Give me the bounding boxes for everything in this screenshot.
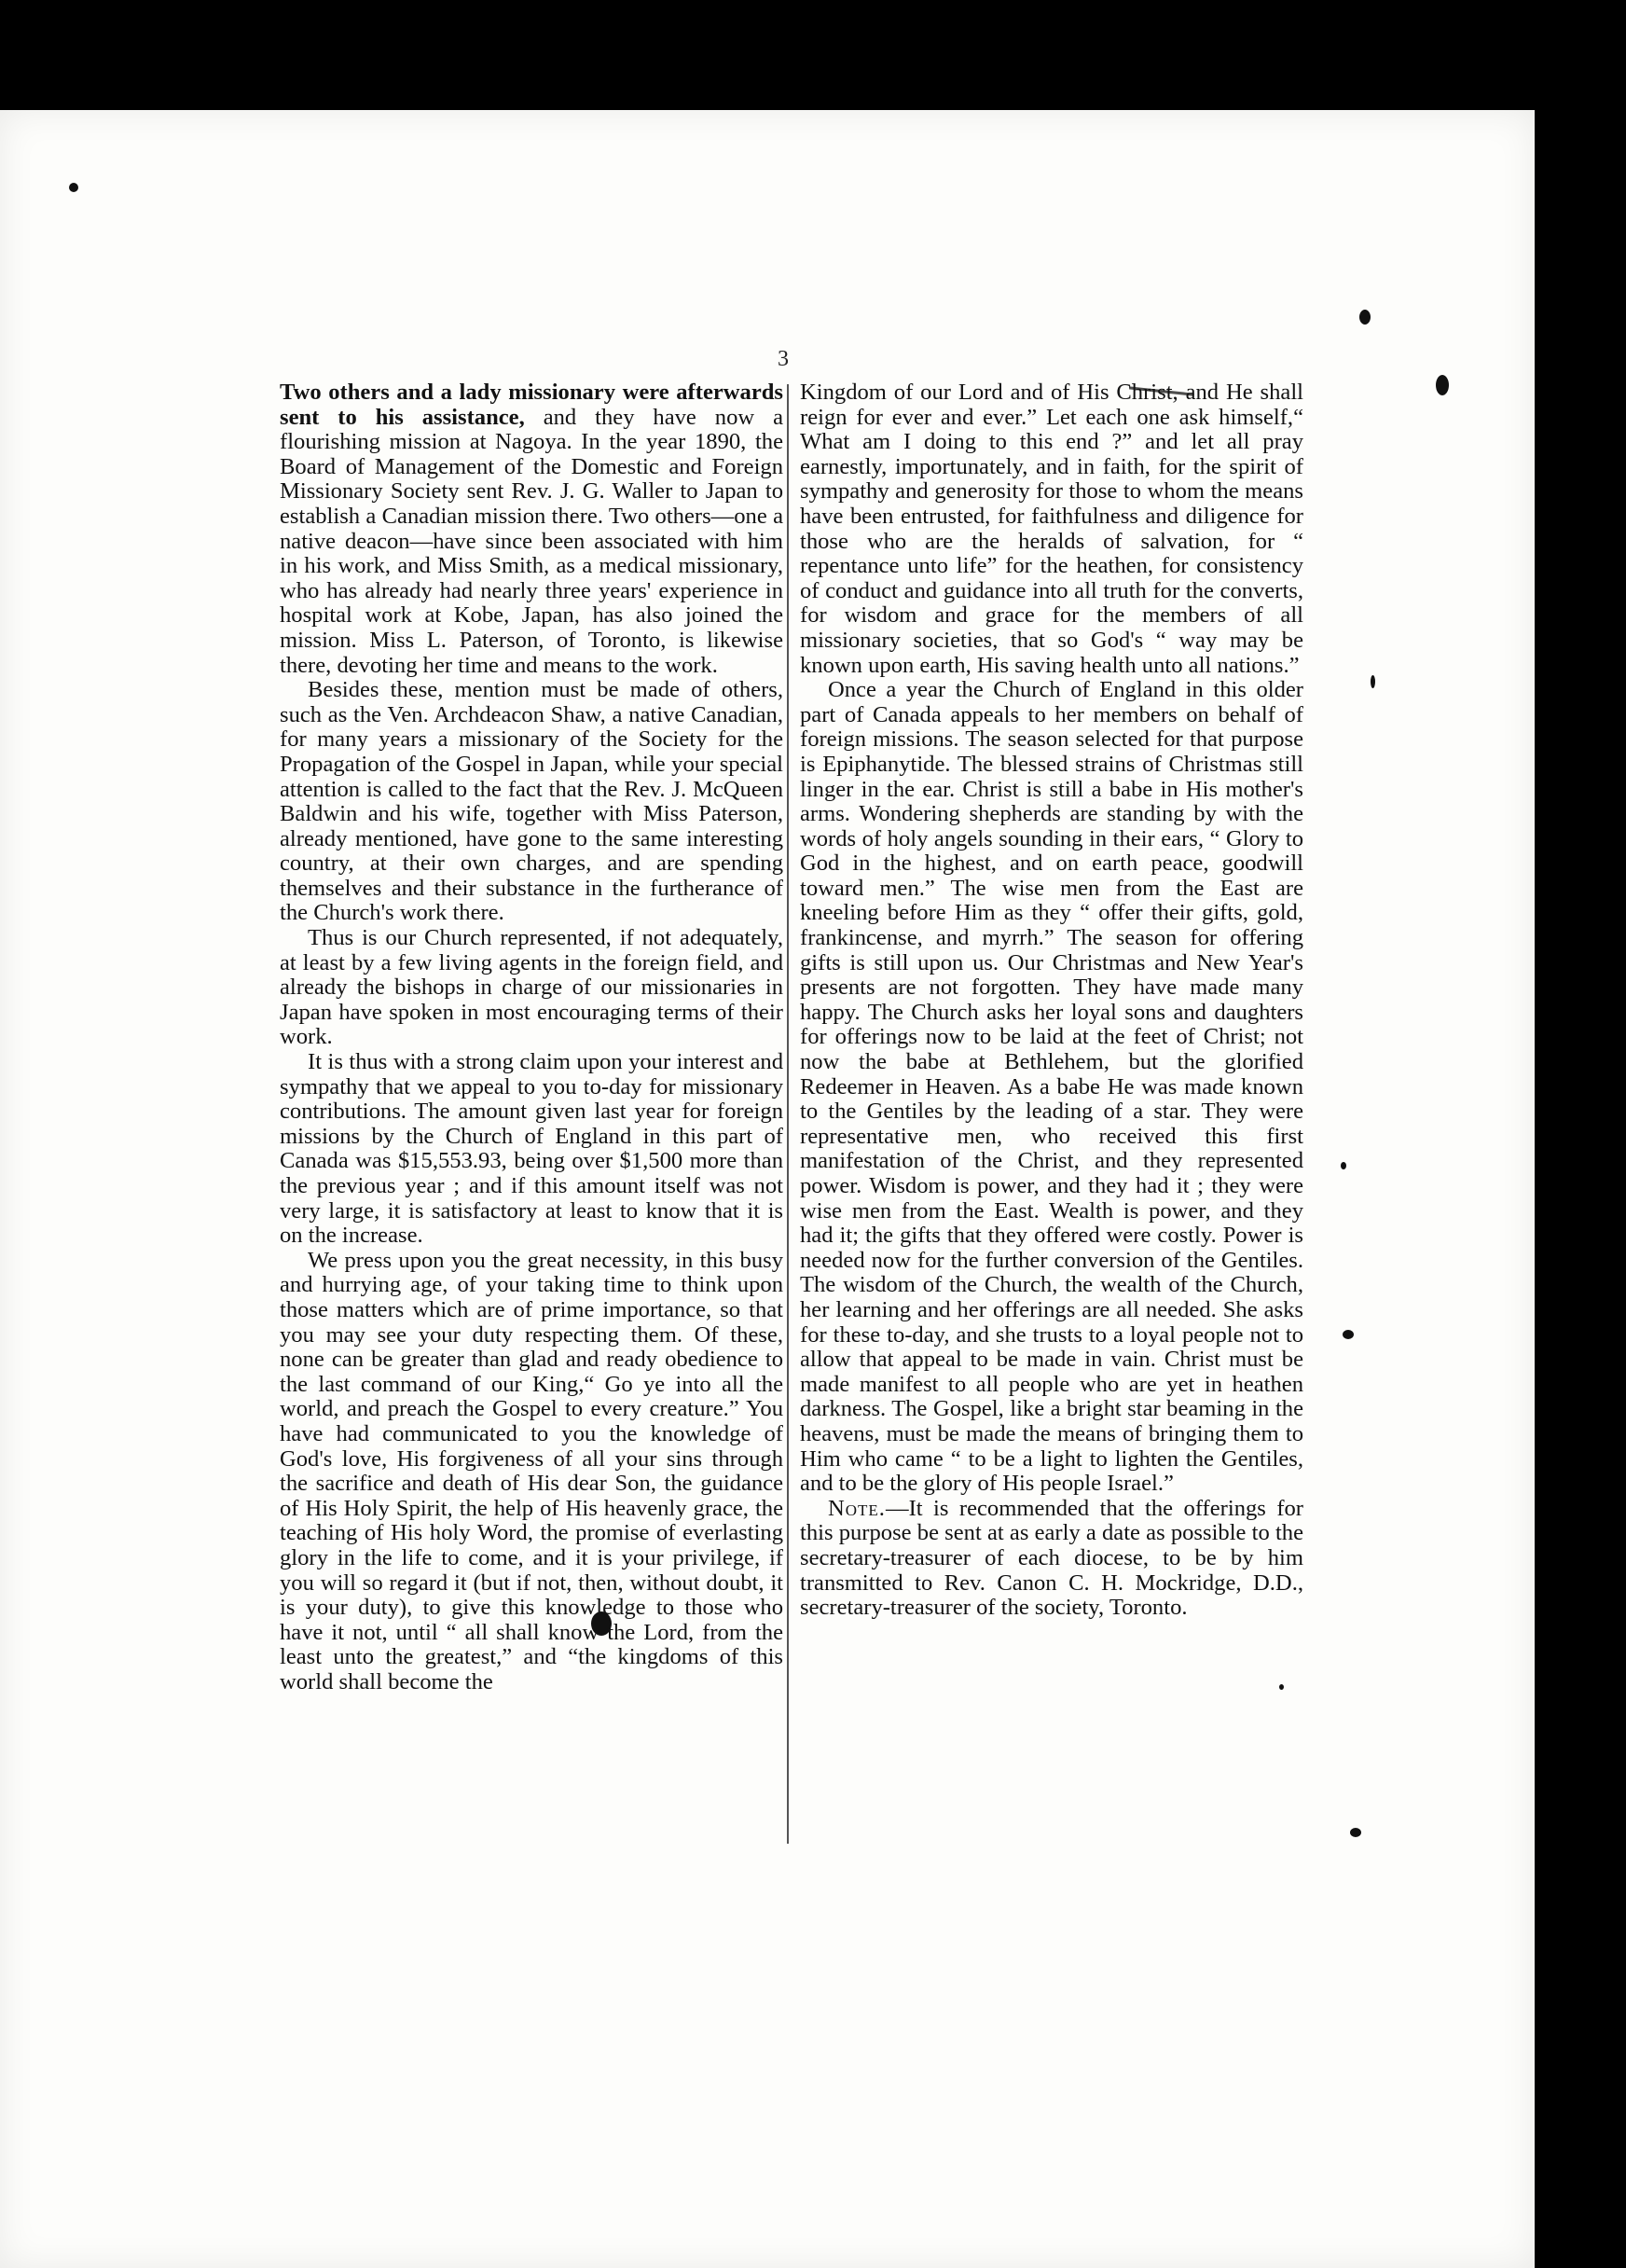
paragraph-text: and they have now a flourishing mission at Nagoya. In the year 1890, the Board of Management of the Domestic and Foreign Missionary Society sent Rev. J. G. Waller to Japan to establish a Canadian mission there. Two others—one a native deacon—have since been associated with him in his work, and Miss Smith, as a medical missionary, who has already had nearly three years' experience in hospital work at Kobe, Japan, has also joined the mission. Miss L. Paterson, of Toronto, is likewise there, devoting her time and means to the work. [280, 404, 784, 678]
right-column [800, 380, 1303, 1621]
paragraph: Thus is our Church represented, if not adequately, at least by a few living agents in the foreign field, and already the bishops in charge of our missionaries in Japan have spoken in most encouraging terms of their work. [280, 925, 783, 1050]
ink-speck [1371, 675, 1375, 688]
page-number: 3 [778, 347, 789, 371]
ink-speck [1279, 1684, 1284, 1690]
paragraph: Once a year the Church of England in this older part of Canada appeals to her members on behalf of foreign missions. The season selected for that purpose is Epiphanytide. The blessed strains of Christmas still linger in the ear. Christ is still a babe in His mother's arms. Wondering shepherds are standing by with the words of holy angels sounding in their ears, “ Glory to God in the highest, and on earth peace, goodwill toward men.” The wise men from the East are kneeling before Him as they “ offer their gifts, gold, frankincense, and myrrh.” The season for offering gifts is still upon us. Our Christmas and New Year's presents are not forgotten. They have made many happy. The Church asks her loyal sons and daughters for offerings now to be laid at the feet of Christ; not now the babe at Bethlehem, but the glorified Redeemer in Heaven. As a babe He was made known to the Gentiles by the leading of a star. They were representative men, who received this first manifestation of the Christ, and they represented power. Wisdom is power, and they had it ; they were wise men from the East. Wealth is power, and they had it; the gifts that they offered were costly. Power is needed now for the further conversion of the Gentiles. The wisdom of the Church, the wealth of the Church, her learning and her offerings are all needed. She asks for these to-day, and she trusts to a loyal people not to allow that appeal to be made in vain. Christ must be made manifest to all people who are yet in heathen darkness. The Gospel, like a bright star beaming in the heavens, must be made the means of bringing them to Him who came “ to be a light to lighten the Gentiles, and to be the glory of His people Israel.” [800, 677, 1303, 1497]
ink-speck [1350, 1828, 1361, 1837]
paragraph: It is thus with a strong claim upon your interest and sympathy that we appeal to you to-day for missionary contributions. The amount given last year for foreign missions by the Church of England in this part of Canada was $15,553.93, being over $1,500 more than the previous year ; and if this amount itself was not very large, it is satisfactory at least to know that it is on the increase. [280, 1049, 783, 1249]
ink-speck [1343, 1330, 1354, 1339]
column-divider [787, 384, 789, 1844]
paragraph-lead: Two others and a lady missionary were afterwards sent to his assistance, [280, 380, 783, 430]
ink-speck [1359, 310, 1371, 325]
paragraph [280, 380, 783, 678]
paragraph: Kingdom of our Lord and of His Christ, and He shall reign for ever and ever.” Let each one ask himself,“ What am I doing to this end ?” and let all pray earnestly, importunately, and in faith, for the spirit of sympathy and generosity for those to whom the means have been entrusted, for faithfulness and diligence for those who are the heralds of salvation, for “ repentance unto life” for the heathen, for consistency of conduct and guidance into all truth for the converts, for wisdom and grace for the members of all missionary societies, that so God's “ way may be known upon earth, His saving health unto all nations.” [800, 380, 1303, 678]
paragraph: Besides these, mention must be made of others, such as the Ven. Archdeacon Shaw, a native Canadian, for many years a missionary of the Society for the Propagation of the Gospel in Japan, while your special attention is called to the fact that the Rev. J. McQueen Baldwin and his wife, together with Miss Paterson, already mentioned, have gone to the same interesting country, at their own charges, and are spending themselves and their substance in the furtherance of the Church's work there. [280, 677, 783, 926]
ink-speck [1436, 375, 1449, 395]
ink-speck [69, 183, 78, 192]
note-text: —It is recommended that the offerings for this purpose be sent at as early a date as possible to the secretary-treasurer of each diocese, to be by him transmitted to Rev. Canon C. H. Mockridge, D.D., secretary-treasurer of the society, Toronto. [800, 1495, 1303, 1621]
note-label: Note. [828, 1495, 886, 1521]
ink-speck [1341, 1162, 1346, 1169]
left-column [280, 380, 783, 1694]
paragraph: We press upon you the great necessity, in this busy and hurrying age, of your taking time to think upon those matters which are of prime importance, so that you may see your duty respecting them. Of these, none can be greater than glad and ready obedience to the last command of our King,“ Go ye into all the world, and preach the Gospel to every creature.” You have had communicated to you the knowledge of God's love, His forgiveness of all your sins through the sacrifice and death of His dear Son, the guidance of His Holy Spirit, the help of His heavenly grace, the teaching of His holy Word, the promise of everlasting glory in the life to come, and it is your privilege, if you will so regard it (but if not, then, without doubt, it is your duty), to give this knowledge to those who have it not, until “ all shall know the Lord, from the least unto the greatest,” and “the kingdoms of this world shall become the [280, 1247, 783, 1694]
note-paragraph [800, 1497, 1303, 1621]
